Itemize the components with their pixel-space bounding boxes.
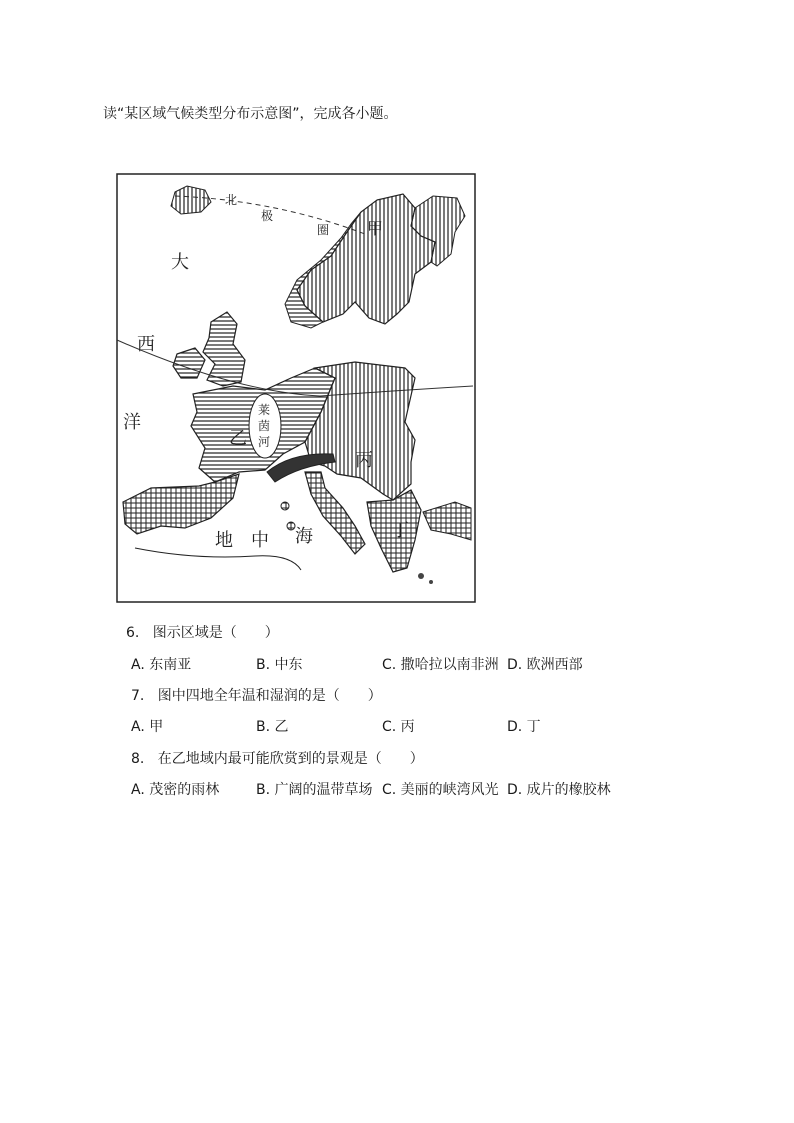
label-yi: 乙: [229, 428, 247, 449]
question-8-stem: 在乙地域内最可能欣赏到的景观是（ ）: [157, 751, 424, 767]
question-6-stem: 图示区域是（ ）: [152, 625, 279, 641]
label-ding: 丁: [391, 520, 409, 541]
climate-map: [115, 172, 477, 604]
arctic-circle-char-1: 北: [225, 193, 238, 207]
question-6-number: 6.: [126, 625, 140, 641]
rhine-char-3: 河: [258, 435, 271, 449]
island-dot: [281, 502, 289, 510]
intro-text: 读“某区域气候类型分布示意图”，完成各小题。: [103, 106, 398, 122]
q6-option-b[interactable]: B. 中东: [256, 657, 303, 673]
question-6: [126, 622, 279, 642]
mediterranean-char-1: 地: [215, 530, 233, 551]
q6-option-a[interactable]: A. 东南亚: [131, 657, 192, 673]
q8-option-d[interactable]: D. 成片的橡胶林: [507, 782, 611, 798]
q7-option-d[interactable]: D. 丁: [507, 719, 541, 735]
atlantic-char-2: 西: [137, 334, 155, 355]
island-dot: [418, 573, 424, 579]
rhine-char-2: 茵: [258, 419, 271, 433]
q8-option-c[interactable]: C. 美丽的峡湾风光: [382, 782, 499, 798]
arctic-circle-char-2: 极: [261, 209, 274, 223]
q7-option-c[interactable]: C. 丙: [382, 719, 415, 735]
q7-option-a[interactable]: A. 甲: [131, 719, 164, 735]
q6-option-c[interactable]: C. 撒哈拉以南非洲: [382, 657, 499, 673]
island-dot: [429, 580, 433, 584]
q8-option-b[interactable]: B. 广阔的温带草场: [256, 782, 373, 798]
question-8-number: 8.: [131, 751, 145, 767]
question-7: [131, 685, 382, 705]
question-7-number: 7.: [131, 688, 145, 704]
label-bing: 丙: [355, 450, 373, 471]
mediterranean-char-3: 海: [295, 526, 313, 547]
atlantic-char-1: 大: [171, 252, 189, 273]
mediterranean-char-2: 中: [251, 530, 269, 551]
atlantic-char-3: 洋: [123, 412, 141, 433]
question-8: [131, 748, 424, 768]
island-dot: [287, 522, 295, 530]
q8-option-a[interactable]: A. 茂密的雨林: [131, 782, 220, 798]
rhine-char-1: 莱: [258, 403, 271, 417]
q7-option-b[interactable]: B. 乙: [256, 719, 289, 735]
q6-option-d[interactable]: D. 欧洲西部: [507, 657, 583, 673]
question-7-stem: 图中四地全年温和湿润的是（ ）: [157, 688, 382, 704]
arctic-circle-char-3: 圈: [317, 223, 330, 237]
label-jia: 甲: [367, 219, 384, 238]
